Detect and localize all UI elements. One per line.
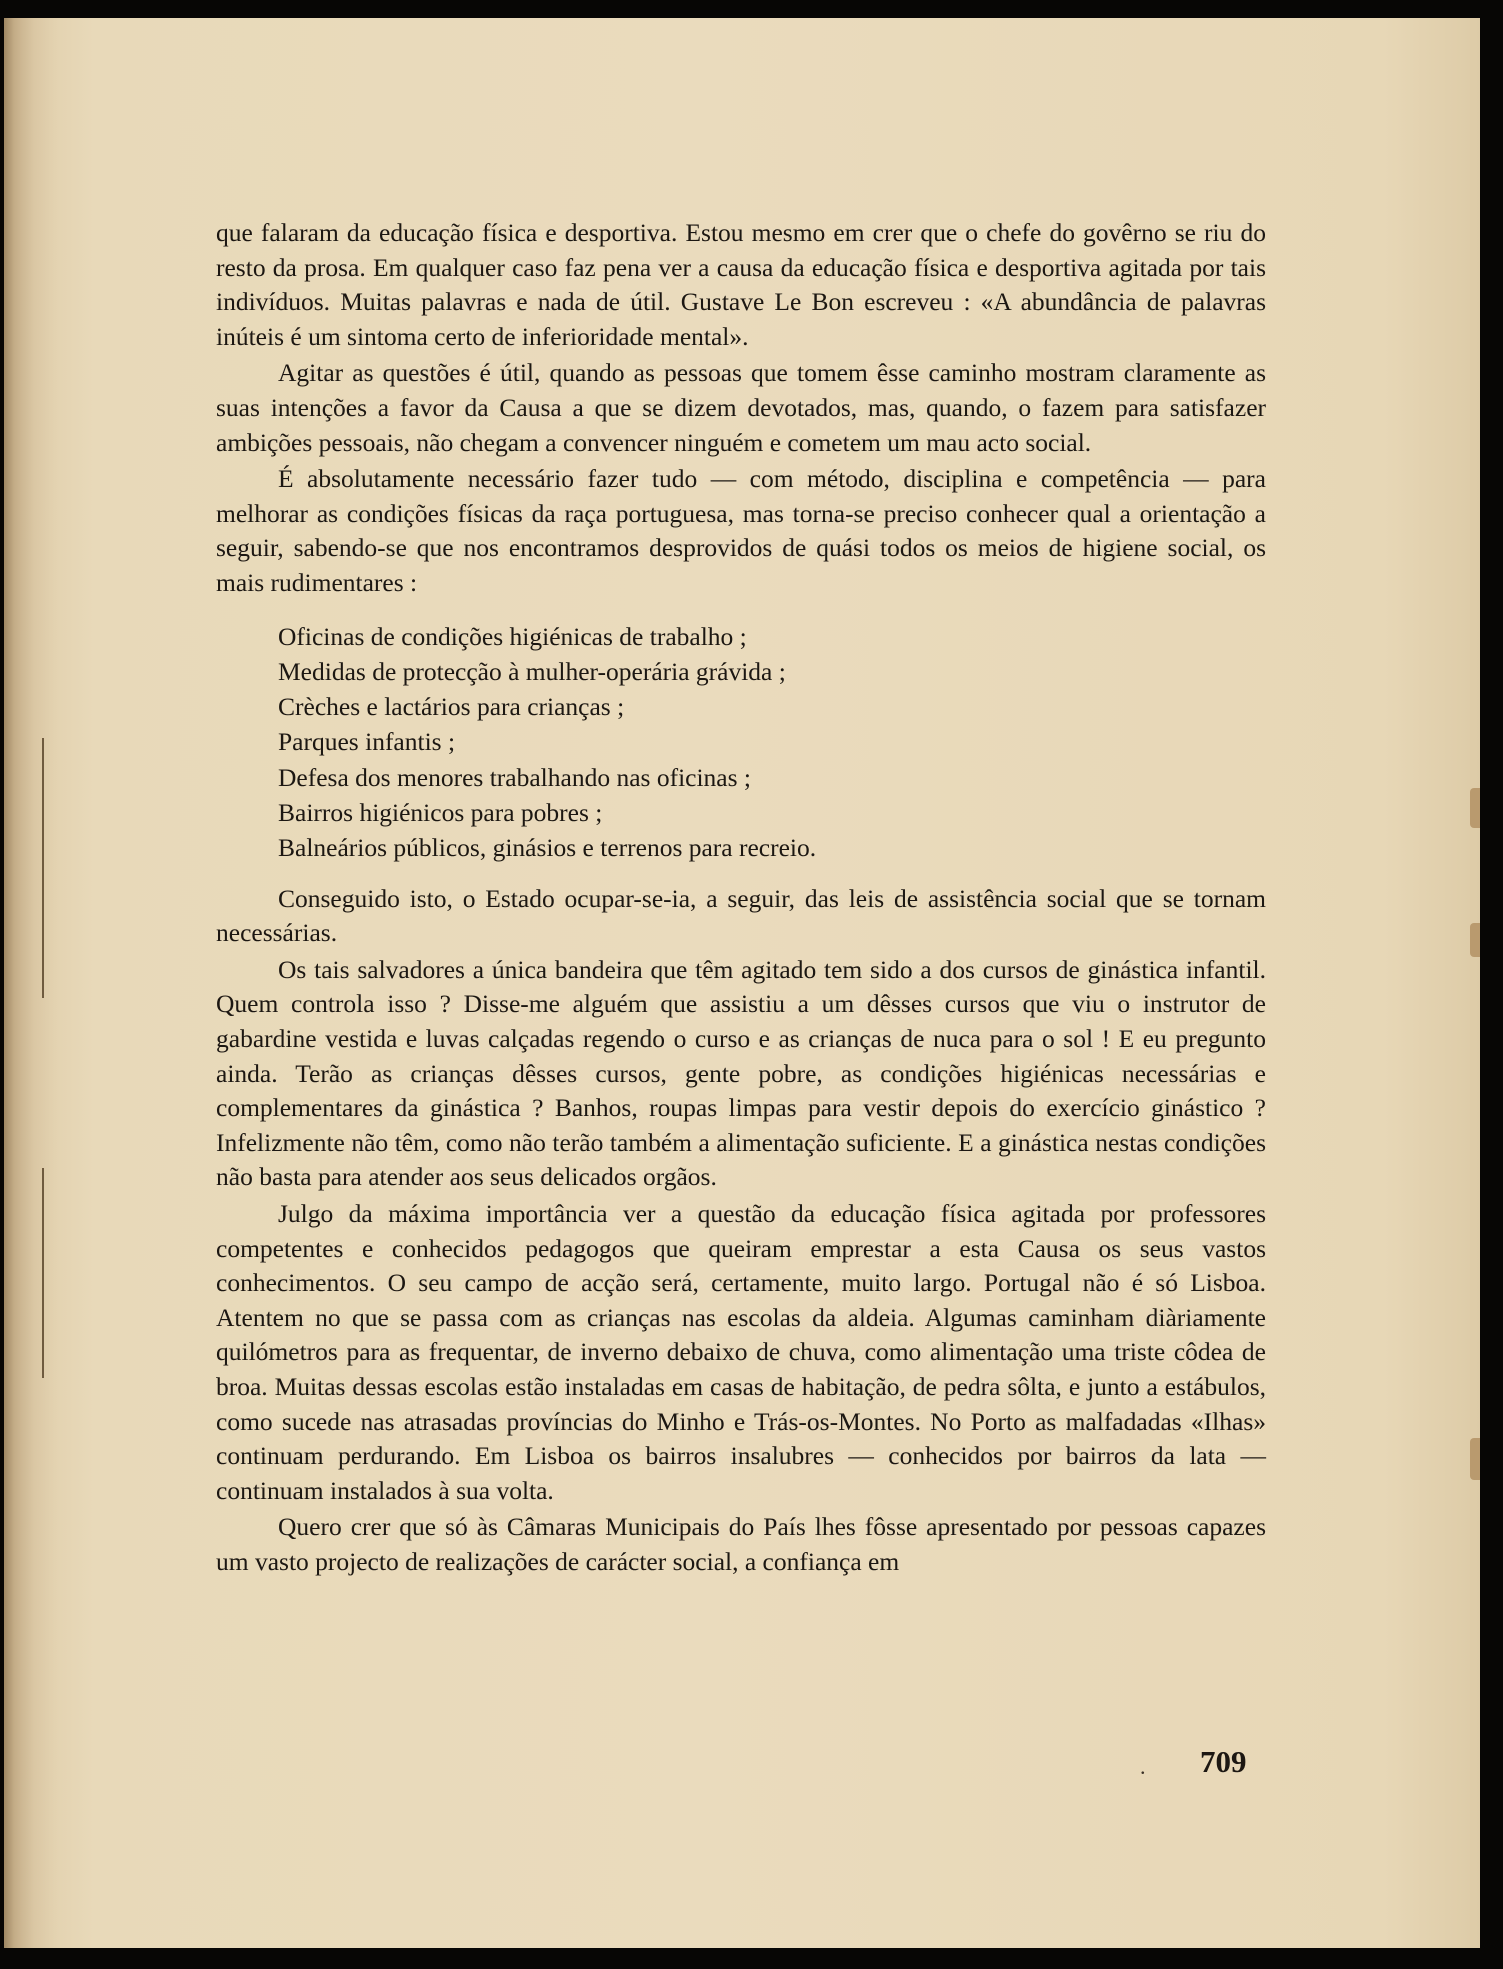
body-text (216, 216, 1266, 1581)
list-item: Crèches e lactários para crianças ; (278, 692, 625, 722)
list-item: Parques infantis ; (278, 727, 456, 757)
paragraph-1: que falaram da educação física e desportiva. Estou mesmo em crer que o chefe do govêrno se riu do resto da prosa. Em qualquer caso faz pena ver a causa da educação física e desportiva agitada por tais indivíduos. Muitas palavras e nada de útil. Gustave Le Bon escreveu : «A abundância de palavras inúteis é um sintoma certo de inferioridade mental». (216, 218, 1266, 351)
list-item: Medidas de protecção à mulher-operária grávida ; (278, 656, 786, 686)
paragraph-2: Agitar as questões é útil, quando as pessoas que tomem êsse caminho mostram claramente as suas intenções a favor da Causa a que se dizem devotados, mas, quando, o fazem para satisfazer ambições pessoais, não chegam a convencer ninguém e cometem um mau acto social. (216, 358, 1266, 457)
spine-mark-2 (42, 1168, 44, 1378)
book-page (4, 18, 1480, 1948)
page-edge-stain-3 (1470, 1438, 1480, 1480)
page-edge-stain-1 (1470, 788, 1480, 828)
page-edge-stain-2 (1470, 923, 1480, 957)
spine-mark-1 (42, 738, 44, 998)
list-item: Defesa dos menores trabalhando nas oficinas ; (278, 762, 752, 792)
paragraph-5: Os tais salvadores a única bandeira que têm agitado tem sido a dos cursos de ginástica infantil. Quem controla isso ? Disse-me alguém que assistiu a um dêsses cursos que viu o instrutor de gabardine vestida e luvas calçadas regendo o curso e as crianças de nuca para o sol ! E eu pregunto ainda. Terão as crianças dêsses cursos, gente pobre, as condições higiénicas necessárias e complementares da ginástica ? Banhos, roupas limpas para vestir depois do exercício ginástico ? Infelizmente não têm, como não terão também a alimentação suficiente. E a ginástica nestas condições não basta para atender aos seus delicados orgãos. (216, 954, 1266, 1192)
page-spine-shadow (4, 18, 58, 1948)
list-item: Bairros higiénicos para pobres ; (278, 798, 603, 828)
paragraph-6: Julgo da máxima importância ver a questão da educação física agitada por professores competentes e conhecidos pedagogos que queiram emprestar a esta Causa os seus vastos conhecimentos. O seu campo de acção será, certamente, muito largo. Portugal não é só Lisboa. Atentem no que se passa com as crianças nas escolas da aldeia. Algumas caminham diàriamente quilómetros para as frequentar, de inverno debaixo de chuva, como alimentação uma triste côdea de broa. Muitas dessas escolas estão instaladas em casas de habitação, de pedra sôlta, e junto a estábulos, como sucede nas atrasadas províncias do Minho e Trás-os-Montes. No Porto as malfadadas «Ilhas» continuam perdurando. Em Lisboa os bairros insalubres — conhecidos por bairros da lata — continuam instalados à sua volta. (216, 1198, 1266, 1505)
page-number: 709 (1200, 1744, 1247, 1779)
list-item: Oficinas de condições higiénicas de trabalho ; (278, 621, 747, 651)
page-dot-mark: . (1140, 1754, 1146, 1779)
paragraph-4: Conseguido isto, o Estado ocupar-se-ia, a seguir, das leis de assistência social que se tornam necessárias. (216, 883, 1266, 948)
paragraph-3: É absolutamente necessário fazer tudo — com método, disciplina e competência — para melhorar as condições físicas da raça portuguesa, mas torna-se preciso conhecer qual a orientação a seguir, sabendo-se que nos encontramos desprovidos de quási todos os meios de higiene social, os mais rudimentares : (216, 464, 1266, 597)
list-item: Balneários públicos, ginásios e terrenos para recreio. (278, 833, 817, 863)
paragraph-7: Quero crer que só às Câmaras Municipais do País lhes fôsse apresentado por pessoas capazes um vasto projecto de realizações de carácter social, a confiança em (216, 1512, 1266, 1576)
hygiene-measures-list (278, 619, 1266, 866)
